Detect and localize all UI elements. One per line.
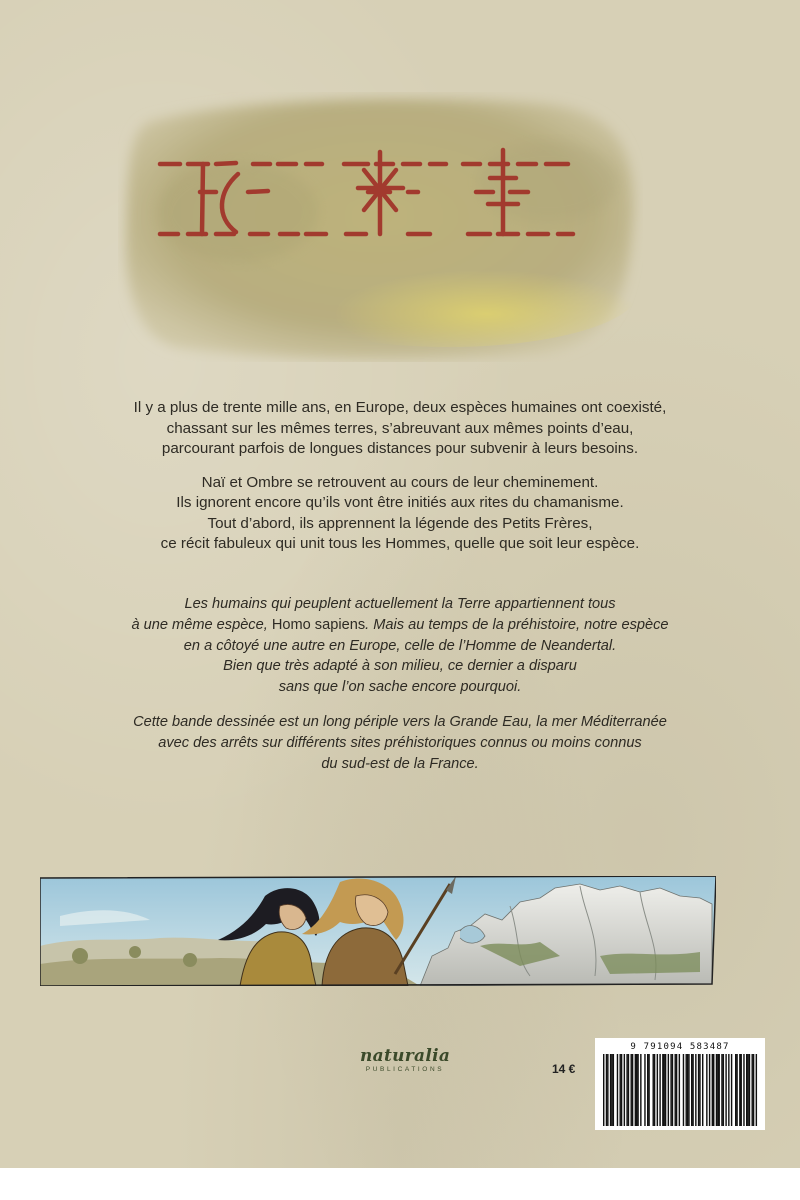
- barcode-bar: [631, 1054, 632, 1126]
- barcode-bar: [648, 1054, 649, 1126]
- barcode-bar: [675, 1054, 676, 1126]
- barcode-bar: [725, 1054, 726, 1126]
- intro-paragraph-1: [40, 398, 760, 460]
- barcode-bar: [743, 1054, 744, 1126]
- barcode-bar: [706, 1054, 707, 1126]
- context-line: avec des arrêts sur différents sites préhistoriques connus ou moins connus: [158, 734, 642, 751]
- barcode-bar: [702, 1054, 703, 1126]
- barcode-bar: [735, 1054, 736, 1126]
- barcode-bar: [626, 1054, 627, 1126]
- barcode-bar: [607, 1054, 608, 1126]
- barcode-bar: [698, 1054, 699, 1126]
- barcode-bar: [739, 1054, 740, 1126]
- barcode-bar: [657, 1054, 658, 1126]
- intro-line: Ils ignorent encore qu’ils vont être initiés aux rites du chamanisme.: [176, 494, 624, 511]
- barcode-bar: [686, 1054, 687, 1126]
- intro-text: [40, 398, 760, 568]
- barcode-bar: [699, 1054, 700, 1126]
- barcode-bar: [749, 1054, 750, 1126]
- barcode-bar: [628, 1054, 629, 1126]
- species-name: Homo sapiens: [271, 616, 366, 633]
- stone-glyph-painting: [118, 92, 643, 362]
- publisher-logo: [360, 1046, 450, 1074]
- barcode-bar: [736, 1054, 737, 1126]
- barcode-bar: [709, 1054, 710, 1126]
- context-line: sans que l’on sache encore pourquoi.: [278, 679, 522, 696]
- barcode-bar: [691, 1054, 692, 1126]
- publisher-sub: PUBLICATIONS: [365, 1066, 445, 1073]
- barcode-bar: [695, 1054, 696, 1126]
- barcode-bar: [653, 1054, 654, 1126]
- barcode-bar: [606, 1054, 607, 1126]
- context-line: à une même espèce,: [131, 616, 272, 633]
- barcode-bar: [687, 1054, 688, 1126]
- context-line: . Mais au temps de la préhistoire, notre espèce: [365, 616, 669, 633]
- barcode-bar: [741, 1054, 742, 1126]
- barcode-bar: [716, 1054, 717, 1126]
- intro-line: Il y a plus de trente mille ans, en Europe, deux espèces humaines ont coexisté,: [133, 399, 667, 416]
- intro-line: ce récit fabuleux qui unit tous les Hommes, quelle que soit leur espèce.: [160, 535, 640, 552]
- barcode-bar: [683, 1054, 684, 1126]
- intro-paragraph-2: [40, 473, 760, 555]
- barcode-bar: [670, 1054, 671, 1126]
- barcode-bar: [654, 1054, 655, 1126]
- barcode-bar: [621, 1054, 622, 1126]
- barcode-bar: [662, 1054, 663, 1126]
- context-line: Cette bande dessinée est un long périple vers la Grande Eau, la mer Méditerranée: [133, 713, 667, 730]
- barcode-bar: [664, 1054, 665, 1126]
- barcode-bar: [692, 1054, 693, 1126]
- barcode-bar: [613, 1054, 614, 1126]
- context-text: [40, 594, 760, 788]
- barcode-bar: [617, 1054, 618, 1126]
- context-line: en a côtoyé une autre en Europe, celle de l’Homme de Neandertal.: [183, 637, 617, 654]
- barcode-bar: [756, 1054, 757, 1126]
- barcode-bar: [753, 1054, 754, 1126]
- context-paragraph-1: [40, 594, 760, 698]
- publisher-name: naturalia: [360, 1046, 451, 1066]
- barcode-bar: [640, 1054, 641, 1126]
- context-line: Bien que très adapté à son milieu, ce dernier a disparu: [223, 658, 577, 675]
- barcode-bar: [635, 1054, 636, 1126]
- barcode-bar: [624, 1054, 625, 1126]
- barcode: [595, 1038, 765, 1130]
- intro-line: Naï et Ombre se retrouvent au cours de leur cheminement.: [201, 473, 599, 491]
- barcode-bar: [717, 1054, 718, 1126]
- context-paragraph-2: [40, 712, 760, 774]
- comic-panel-illustration: [40, 876, 716, 986]
- barcode-bar: [679, 1054, 680, 1126]
- price-label: 14 €: [552, 1062, 576, 1076]
- barcode-bar: [637, 1054, 638, 1126]
- barcode-bar: [636, 1054, 637, 1126]
- barcode-bar: [731, 1054, 732, 1126]
- barcode-bar: [752, 1054, 753, 1126]
- barcode-bar: [659, 1054, 660, 1126]
- barcode-bar: [723, 1054, 724, 1126]
- barcode-bar: [728, 1054, 729, 1126]
- barcode-bar: [668, 1054, 669, 1126]
- barcode-bar: [644, 1054, 645, 1126]
- barcode-bar: [713, 1054, 714, 1126]
- context-line: Les humains qui peuplent actuellement la Terre appartiennent tous: [184, 596, 616, 612]
- barcode-bar: [746, 1054, 747, 1126]
- barcode-bar: [712, 1054, 713, 1126]
- barcode-digits: 9 791094 583487: [630, 1042, 730, 1052]
- barcode-bar: [676, 1054, 677, 1126]
- barcode-bar: [747, 1054, 748, 1126]
- barcode-bar: [688, 1054, 689, 1126]
- intro-line: chassant sur les mêmes terres, s’abreuvant aux mêmes points d’eau,: [166, 419, 634, 437]
- context-line: du sud-est de la France.: [321, 755, 479, 772]
- barcode-bar: [647, 1054, 648, 1126]
- barcode-bar: [665, 1054, 666, 1126]
- barcode-bar: [610, 1054, 611, 1126]
- barcode-bar: [632, 1054, 633, 1126]
- barcode-bar: [603, 1054, 604, 1126]
- barcode-bar: [721, 1054, 722, 1126]
- barcode-bar: [620, 1054, 621, 1126]
- barcode-bar: [719, 1054, 720, 1126]
- barcode-bar: [672, 1054, 673, 1126]
- barcode-bar: [611, 1054, 612, 1126]
- intro-line: Tout d’abord, ils apprennent la légende des Petits Frères,: [207, 514, 593, 532]
- intro-line: parcourant parfois de longues distances pour subvenir à leurs besoins.: [161, 440, 639, 457]
- bottom-margin: [0, 1168, 800, 1200]
